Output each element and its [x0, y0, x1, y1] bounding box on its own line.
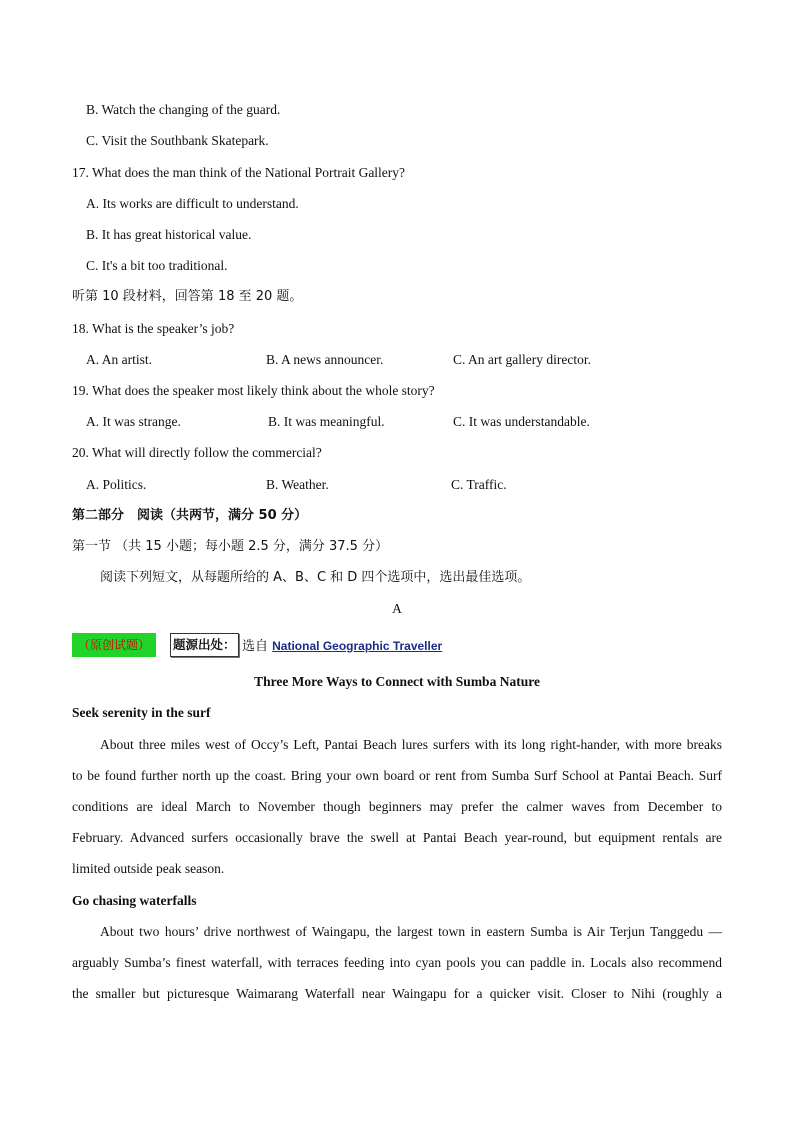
source-label-box: 题源出处： [170, 633, 239, 657]
paragraph-line: conditions are ideal March to November though beginners may prefer the calmer waves from December to [72, 799, 722, 814]
q18-option-a: A. An artist. [86, 352, 152, 367]
q18-stem: 18. What is the speaker’s job? [72, 321, 235, 336]
q16-option-c: C. Visit the Southbank Skatepark. [86, 133, 269, 148]
paragraph-line: About two hours’ drive northwest of Waingapu, the largest town in eastern Sumba is Air Terjun Tanggedu — [100, 924, 722, 939]
section10-instruction: 听第 10 段材料，回答第 18 至 20 题。 [72, 289, 303, 304]
section-heading-surf: Seek serenity in the surf [72, 705, 211, 720]
article-title: Three More Ways to Connect with Sumba Nature [254, 674, 540, 689]
q20-option-a: A. Politics. [86, 477, 147, 492]
q17-option-a: A. Its works are difficult to understand. [86, 196, 299, 211]
q16-option-b: B. Watch the changing of the guard. [86, 102, 281, 117]
part2-heading: 第二部分 阅读（共两节，满分 50 分） [72, 508, 308, 523]
q18-option-b: B. A news announcer. [266, 352, 384, 367]
q20-option-b: B. Weather. [266, 477, 329, 492]
q17-option-b: B. It has great historical value. [86, 227, 252, 242]
paragraph-line: to be found further north up the coast. Bring your own board or rent from Sumba Surf School at Pantai Beach. Surf [72, 768, 722, 783]
q18-option-c: C. An art gallery director. [453, 352, 591, 367]
paragraph-line: the smaller but picturesque Waimarang Waterfall near Waingapu for a quicker visit. Closer to Nihi (roughly a [72, 986, 722, 1001]
paragraph-line: February. Advanced surfers occasionally brave the swell at Pantai Beach year-round, but equipment rentals are [72, 830, 722, 845]
section-heading-waterfalls: Go chasing waterfalls [72, 893, 197, 908]
q19-option-b: B. It was meaningful. [268, 414, 385, 429]
q19-option-a: A. It was strange. [86, 414, 181, 429]
q17-option-c: C. It's a bit too traditional. [86, 258, 228, 273]
original-question-badge: （原创试题） [72, 633, 156, 657]
section1-heading: 第一节 （共 15 小题；每小题 2.5 分，满分 37.5 分） [72, 539, 389, 554]
q17-stem: 17. What does the man think of the National Portrait Gallery? [72, 165, 406, 180]
q20-option-c: C. Traffic. [451, 477, 507, 492]
q20-stem: 20. What will directly follow the commercial? [72, 445, 322, 460]
passage-letter: A [392, 601, 402, 616]
paragraph-line: About three miles west of Occy’s Left, Pantai Beach lures surfers with its long right-hander, with more breaks [100, 737, 722, 752]
reading-instruction: 阅读下列短文，从每题所给的 A、B、C 和 D 四个选项中，选出最佳选项。 [100, 570, 531, 585]
paragraph-line: arguably Sumba’s finest waterfall, with terraces feeding into cyan pools you can paddle in. Locals also recommend [72, 955, 722, 970]
q19-stem: 19. What does the speaker most likely think about the whole story? [72, 383, 435, 398]
paragraph-line: limited outside peak season. [72, 861, 225, 876]
source-line [242, 635, 442, 658]
q19-option-c: C. It was understandable. [453, 414, 590, 429]
source-link[interactable]: National Geographic Traveller [272, 639, 443, 653]
source-prefix: 选自 [242, 639, 273, 654]
